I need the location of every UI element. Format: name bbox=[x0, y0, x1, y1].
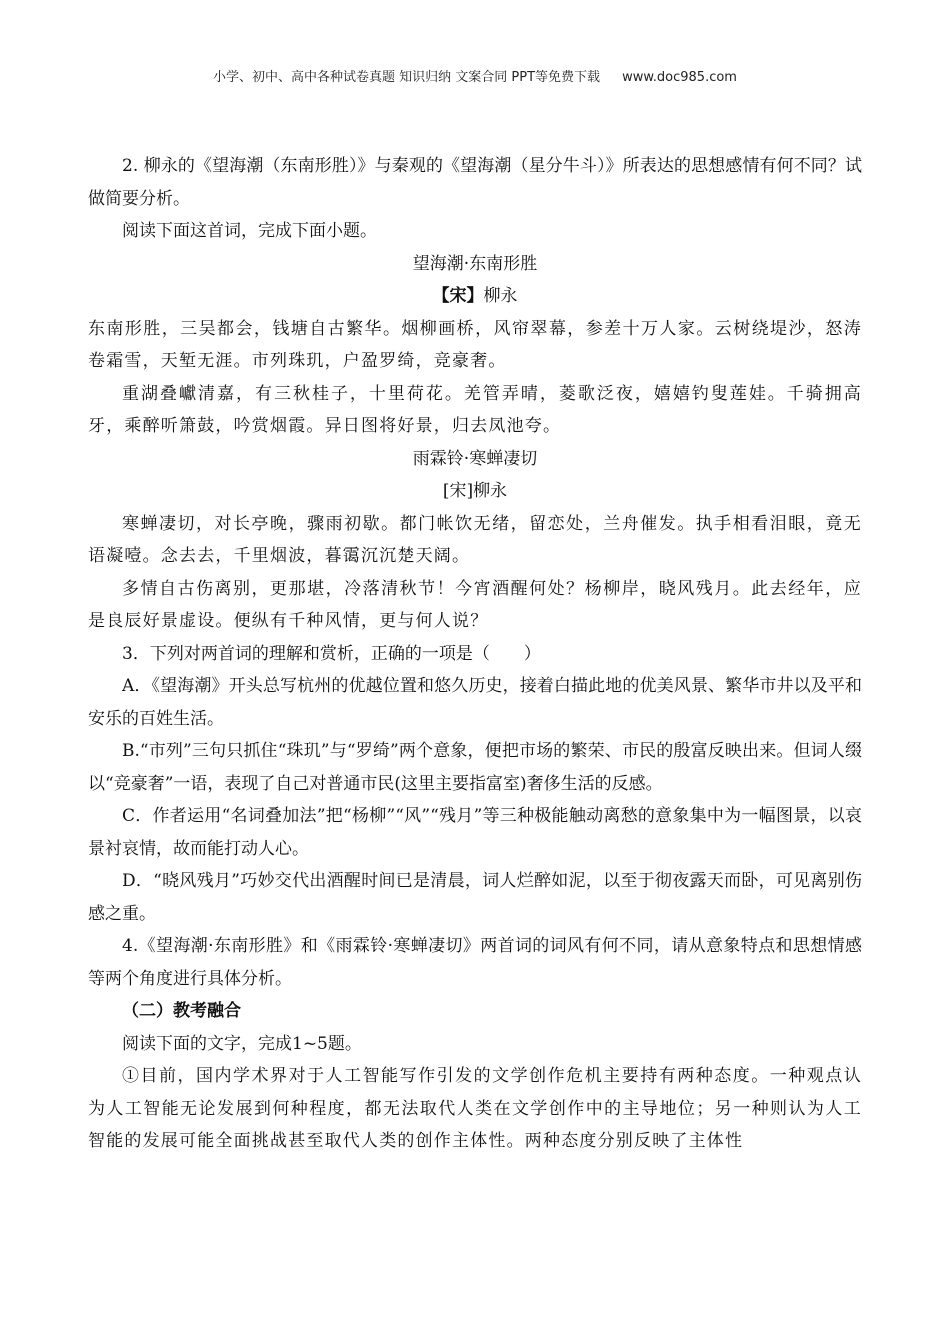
question-3-option-d: D．“晓风残月”巧妙交代出酒醒时间已是清晨，词人烂醉如泥，以至于彻夜露天而卧，可见离别伤感之重。 bbox=[88, 871, 862, 924]
question-3-stem: 3．下列对两首词的理解和赏析，正确的一项是（ ） bbox=[122, 643, 541, 664]
question-3-option-c: C．作者运用“名词叠加法”把“杨柳”“风”“残月”等三种极能触动离愁的意象集中为一幅图景，以哀景衬哀情，故而能打动人心。 bbox=[88, 806, 862, 859]
poem1-stanza-2: 重湖叠巘清嘉，有三秋桂子，十里荷花。羌管弄晴，菱歌泛夜，嬉嬉钓叟莲娃。千骑拥高牙，乘醉听箫鼓，吟赏烟霞。异日图将好景，归去凤池夸。 bbox=[88, 383, 862, 436]
poem1-stanza-1: 东南形胜，三吴都会，钱塘自古繁华。烟柳画桥，风帘翠幕，参差十万人家。云树绕堤沙，怒涛卷霜雪，天堑无涯。市列珠玑，户盈罗绮，竞豪奢。 bbox=[88, 318, 862, 371]
poem2-author: [宋]柳永 bbox=[442, 481, 508, 501]
poem1-title: 望海潮·东南形胜 bbox=[412, 253, 538, 274]
question-3-option-a: A．《望海潮》开头总写杭州的优越位置和悠久历史，接着白描此地的优美风景、繁华市井以及平和安乐的百姓生活。 bbox=[88, 676, 862, 729]
passage-paragraph-1: ①目前，国内学术界对于人工智能写作引发的文学创作危机主要持有两种态度。一种观点认为人工智能无论发展到何种程度，都无法取代人类在文学创作中的主导地位；另一种则认为人工智能的发展可能全面挑战甚至取代人类的创作主体性。两种态度分别反映了主体性 bbox=[88, 1066, 862, 1151]
header-text: 小学、初中、高中各种试卷真题 知识归纳 文案合同 PPT等免费下载 bbox=[213, 70, 601, 85]
section-instruction: 阅读下面的文字，完成1~5题。 bbox=[122, 1033, 362, 1054]
document-body bbox=[88, 150, 862, 1158]
poem1-author bbox=[88, 280, 862, 313]
header-url[interactable]: www.doc985.com bbox=[622, 70, 737, 85]
poem1-dynasty: 【宋】 bbox=[432, 286, 484, 306]
poem2-stanza-1: 寒蝉凄切，对长亭晚，骤雨初歇。都门帐饮无绪，留恋处，兰舟催发。执手相看泪眼，竟无语凝噎。念去去，千里烟波，暮霭沉沉楚天阔。 bbox=[88, 513, 862, 566]
section-heading: （二）教考融合 bbox=[122, 1001, 241, 1021]
question-2: 2. 柳永的《望海潮（东南形胜）》与秦观的《望海潮（星分牛斗）》所表达的思想感情有何不同？试做简要分析。 bbox=[88, 156, 862, 209]
page-header bbox=[0, 66, 950, 85]
poem2-stanza-2: 多情自古伤离别，更那堪，冷落清秋节！今宵酒醒何处？杨柳岸，晓风残月。此去经年，应是良辰好景虚设。便纵有千种风情，更与何人说？ bbox=[88, 578, 862, 631]
question-3-option-b: B.“市列”三句只抓住“珠玑”与“罗绮”两个意象，便把市场的繁荣、市民的殷富反映出来。但词人缀以“竞豪奢”一语，表现了自己对普通市民(这里主要指富室)奢侈生活的反感。 bbox=[88, 741, 862, 794]
poem2-title: 雨霖铃·寒蝉凄切 bbox=[412, 448, 538, 469]
poem1-author-name: 柳永 bbox=[483, 286, 518, 306]
question-4: 4.《望海潮·东南形胜》和《雨霖铃·寒蝉凄切》两首词的词风有何不同，请从意象特点和思想情感等两个角度进行具体分析。 bbox=[88, 936, 862, 989]
reading-instruction: 阅读下面这首词，完成下面小题。 bbox=[122, 221, 377, 241]
